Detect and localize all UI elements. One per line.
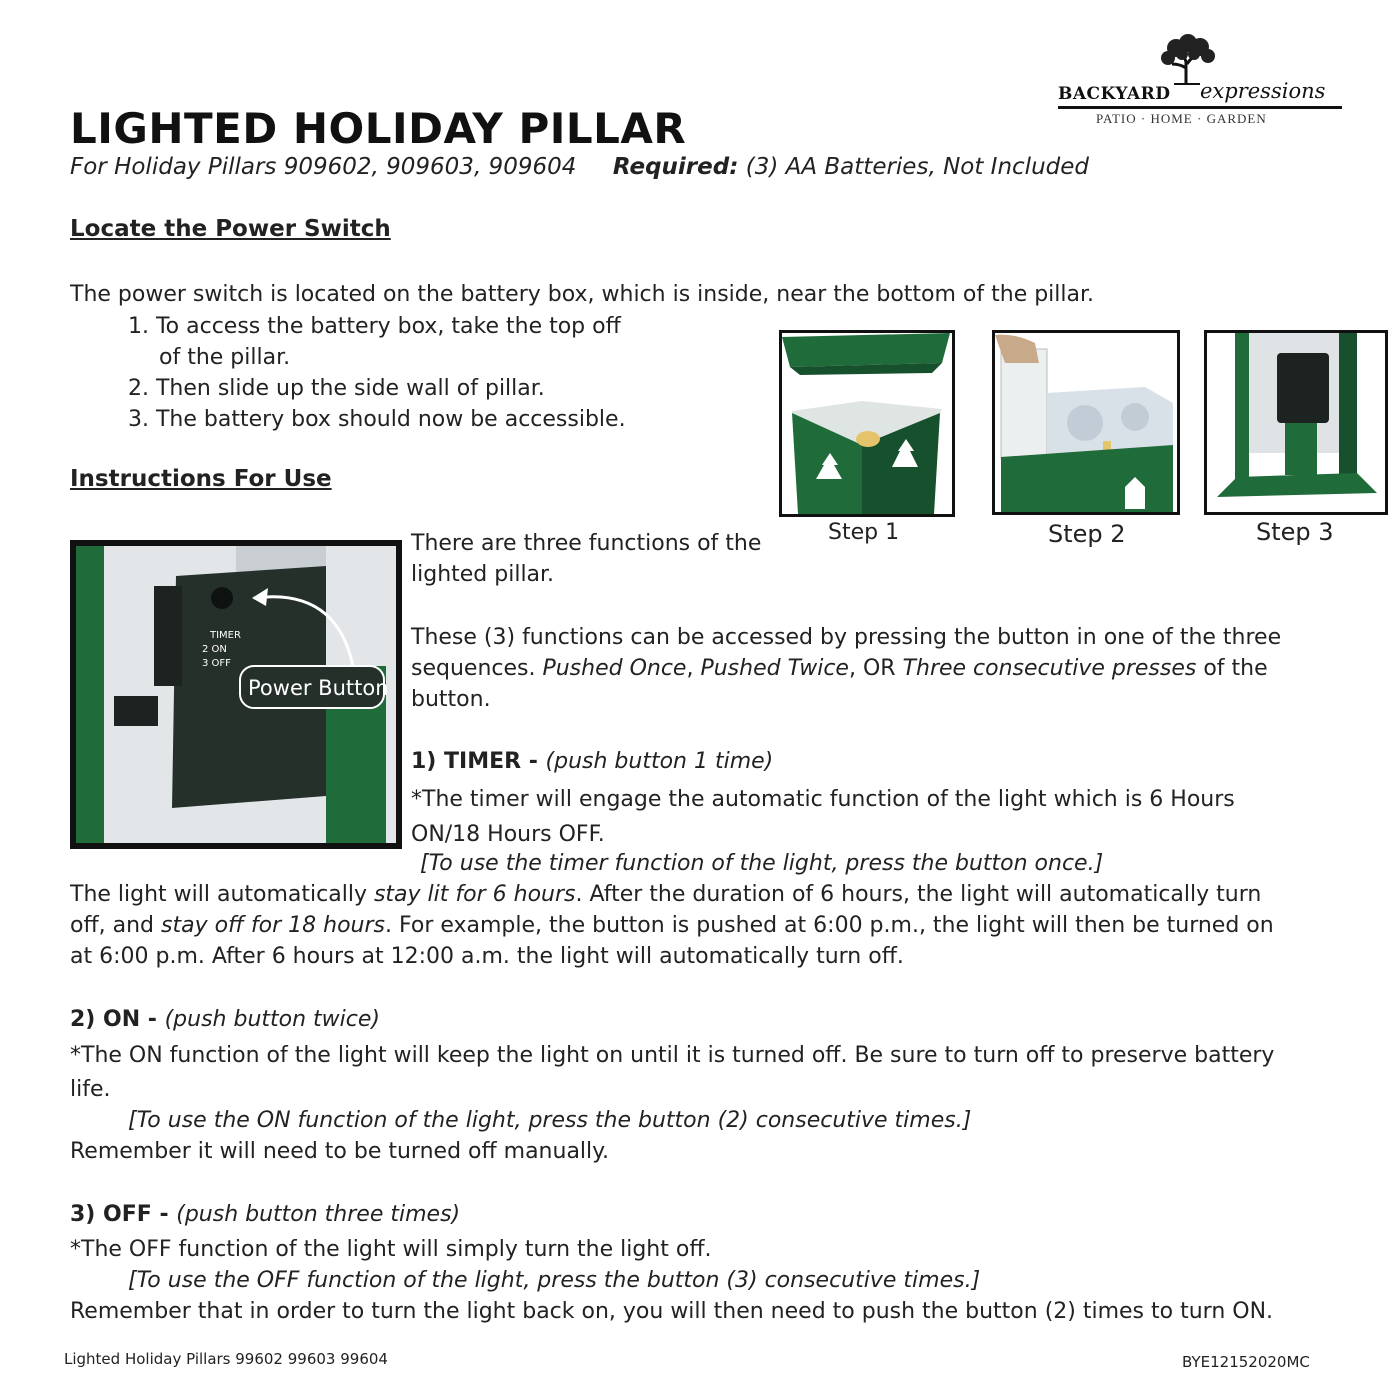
step-caption: Step 1 [828, 520, 900, 545]
timer-hint: (push button 1 time) [545, 749, 774, 774]
list-item: of the pillar. [159, 345, 291, 370]
on-note: Remember it will need to be turned off manually. [70, 1139, 610, 1164]
subtitle-required-text: (3) AA Batteries, Not Included [745, 154, 1089, 180]
step-caption: Step 2 [1048, 520, 1126, 548]
timer-p3: at 6:00 p.m. After 6 hours at 12:00 a.m. the light will automatically turn off. [70, 944, 904, 969]
photo-label-on: 2 ON [202, 644, 227, 655]
list-item: 3. The battery box should now be accessible. [128, 407, 626, 432]
battery-box-photo [70, 540, 402, 849]
timer-text-em: stay off for 18 hours [161, 913, 385, 938]
step-3-photo [1204, 330, 1388, 515]
footer-models: Lighted Holiday Pillars 99602 99603 99604 [64, 1350, 388, 1368]
timer-text-em: stay lit for 6 hours [373, 882, 576, 907]
page-subtitle [70, 154, 1089, 180]
timer-text: off, and [70, 913, 161, 938]
off-desc: *The OFF function of the light will simply turn the light off. [70, 1237, 712, 1262]
access-text: , OR [848, 656, 903, 681]
brand-logo [1056, 34, 1346, 130]
footer-code: BYE12152020MC [1182, 1353, 1310, 1371]
page-title: LIGHTED HOLIDAY PILLAR [70, 104, 687, 153]
timer-usage-text: [To use the timer function of the light, press the button once.] [420, 851, 1104, 876]
timer-text: . After the duration of 6 hours, the light will automatically turn [575, 882, 1262, 907]
timer-text: The light will automatically [70, 882, 374, 907]
timer-text: . For example, the button is pushed at 6:00 p.m., the light will then be turned on [385, 913, 1274, 938]
step-2-photo [992, 330, 1180, 515]
on-desc [70, 1039, 1274, 1107]
access-text: of the [1196, 656, 1268, 681]
off-usage-text: [To use the OFF function of the light, press the button (3) consecutive times.] [128, 1268, 981, 1293]
on-hint: (push button twice) [164, 1007, 380, 1032]
access-pushed-once: Pushed Once [542, 656, 687, 681]
functions-intro-line1: There are three functions of the [411, 531, 762, 556]
functions-access [411, 622, 1281, 715]
off-note: Remember that in order to turn the light back on, you will then need to push the button (2) times to turn ON. [70, 1299, 1274, 1324]
off-heading [70, 1199, 460, 1230]
on-usage [128, 1105, 971, 1136]
timer-paragraph [70, 879, 1274, 972]
access-three-presses: Three consecutive presses [902, 656, 1197, 681]
access-line-a: These (3) functions can be accessed by pressing the button in one of the three [411, 625, 1282, 650]
access-text: sequences. [411, 656, 543, 681]
off-hint: (push button three times) [176, 1202, 461, 1227]
timer-heading [411, 746, 773, 777]
on-heading [70, 1004, 380, 1035]
on-desc-line1: *The ON function of the light will keep the light on until it is turned off. Be sure to turn off to preserve battery [70, 1043, 1275, 1068]
locate-heading: Locate the Power Switch [70, 216, 391, 242]
timer-usage [420, 848, 1103, 879]
access-text: , [686, 656, 701, 681]
on-label: 2) ON - [70, 1007, 165, 1032]
instructions-heading: Instructions For Use [70, 466, 332, 492]
locate-steps-list [128, 311, 626, 435]
off-usage [128, 1265, 980, 1296]
functions-intro [411, 528, 761, 590]
locate-intro: The power switch is located on the battery box, which is inside, near the bottom of the pillar. [70, 282, 1095, 307]
timer-p1 [70, 879, 1274, 910]
list-item: 1. To access the battery box, take the top off [128, 314, 621, 339]
timer-p2 [70, 910, 1274, 941]
step-caption: Step 3 [1256, 518, 1334, 546]
photo-label-timer: TIMER [210, 630, 241, 641]
list-item: 2. Then slide up the side wall of pillar. [128, 376, 545, 401]
on-usage-text: [To use the ON function of the light, press the button (2) consecutive times.] [128, 1108, 972, 1133]
access-pushed-twice: Pushed Twice [700, 656, 849, 681]
timer-desc [411, 782, 1235, 852]
subtitle-models: For Holiday Pillars 909602, 909603, 909604 [70, 154, 577, 180]
photo-label-off: 3 OFF [202, 658, 231, 669]
timer-label: 1) TIMER - [411, 749, 546, 774]
timer-desc-line2: ON/18 Hours OFF. [411, 822, 605, 847]
power-button-label: Power Button [248, 676, 389, 700]
step-1-photo [779, 330, 955, 517]
on-desc-line2: life. [70, 1077, 111, 1102]
logo-script-text: expressions [1200, 79, 1326, 103]
access-line-b [411, 653, 1281, 684]
access-line-c: button. [411, 687, 491, 712]
logo-tagline: PATIO · HOME · GARDEN [1096, 111, 1267, 126]
off-label: 3) OFF - [70, 1202, 177, 1227]
functions-intro-line2: lighted pillar. [411, 562, 555, 587]
timer-desc-line1: *The timer will engage the automatic function of the light which is 6 Hours [411, 787, 1235, 812]
logo-rule [1058, 106, 1342, 109]
logo-brand-text: BACKYARD [1058, 84, 1171, 104]
subtitle-required-label: Required: [612, 154, 739, 180]
